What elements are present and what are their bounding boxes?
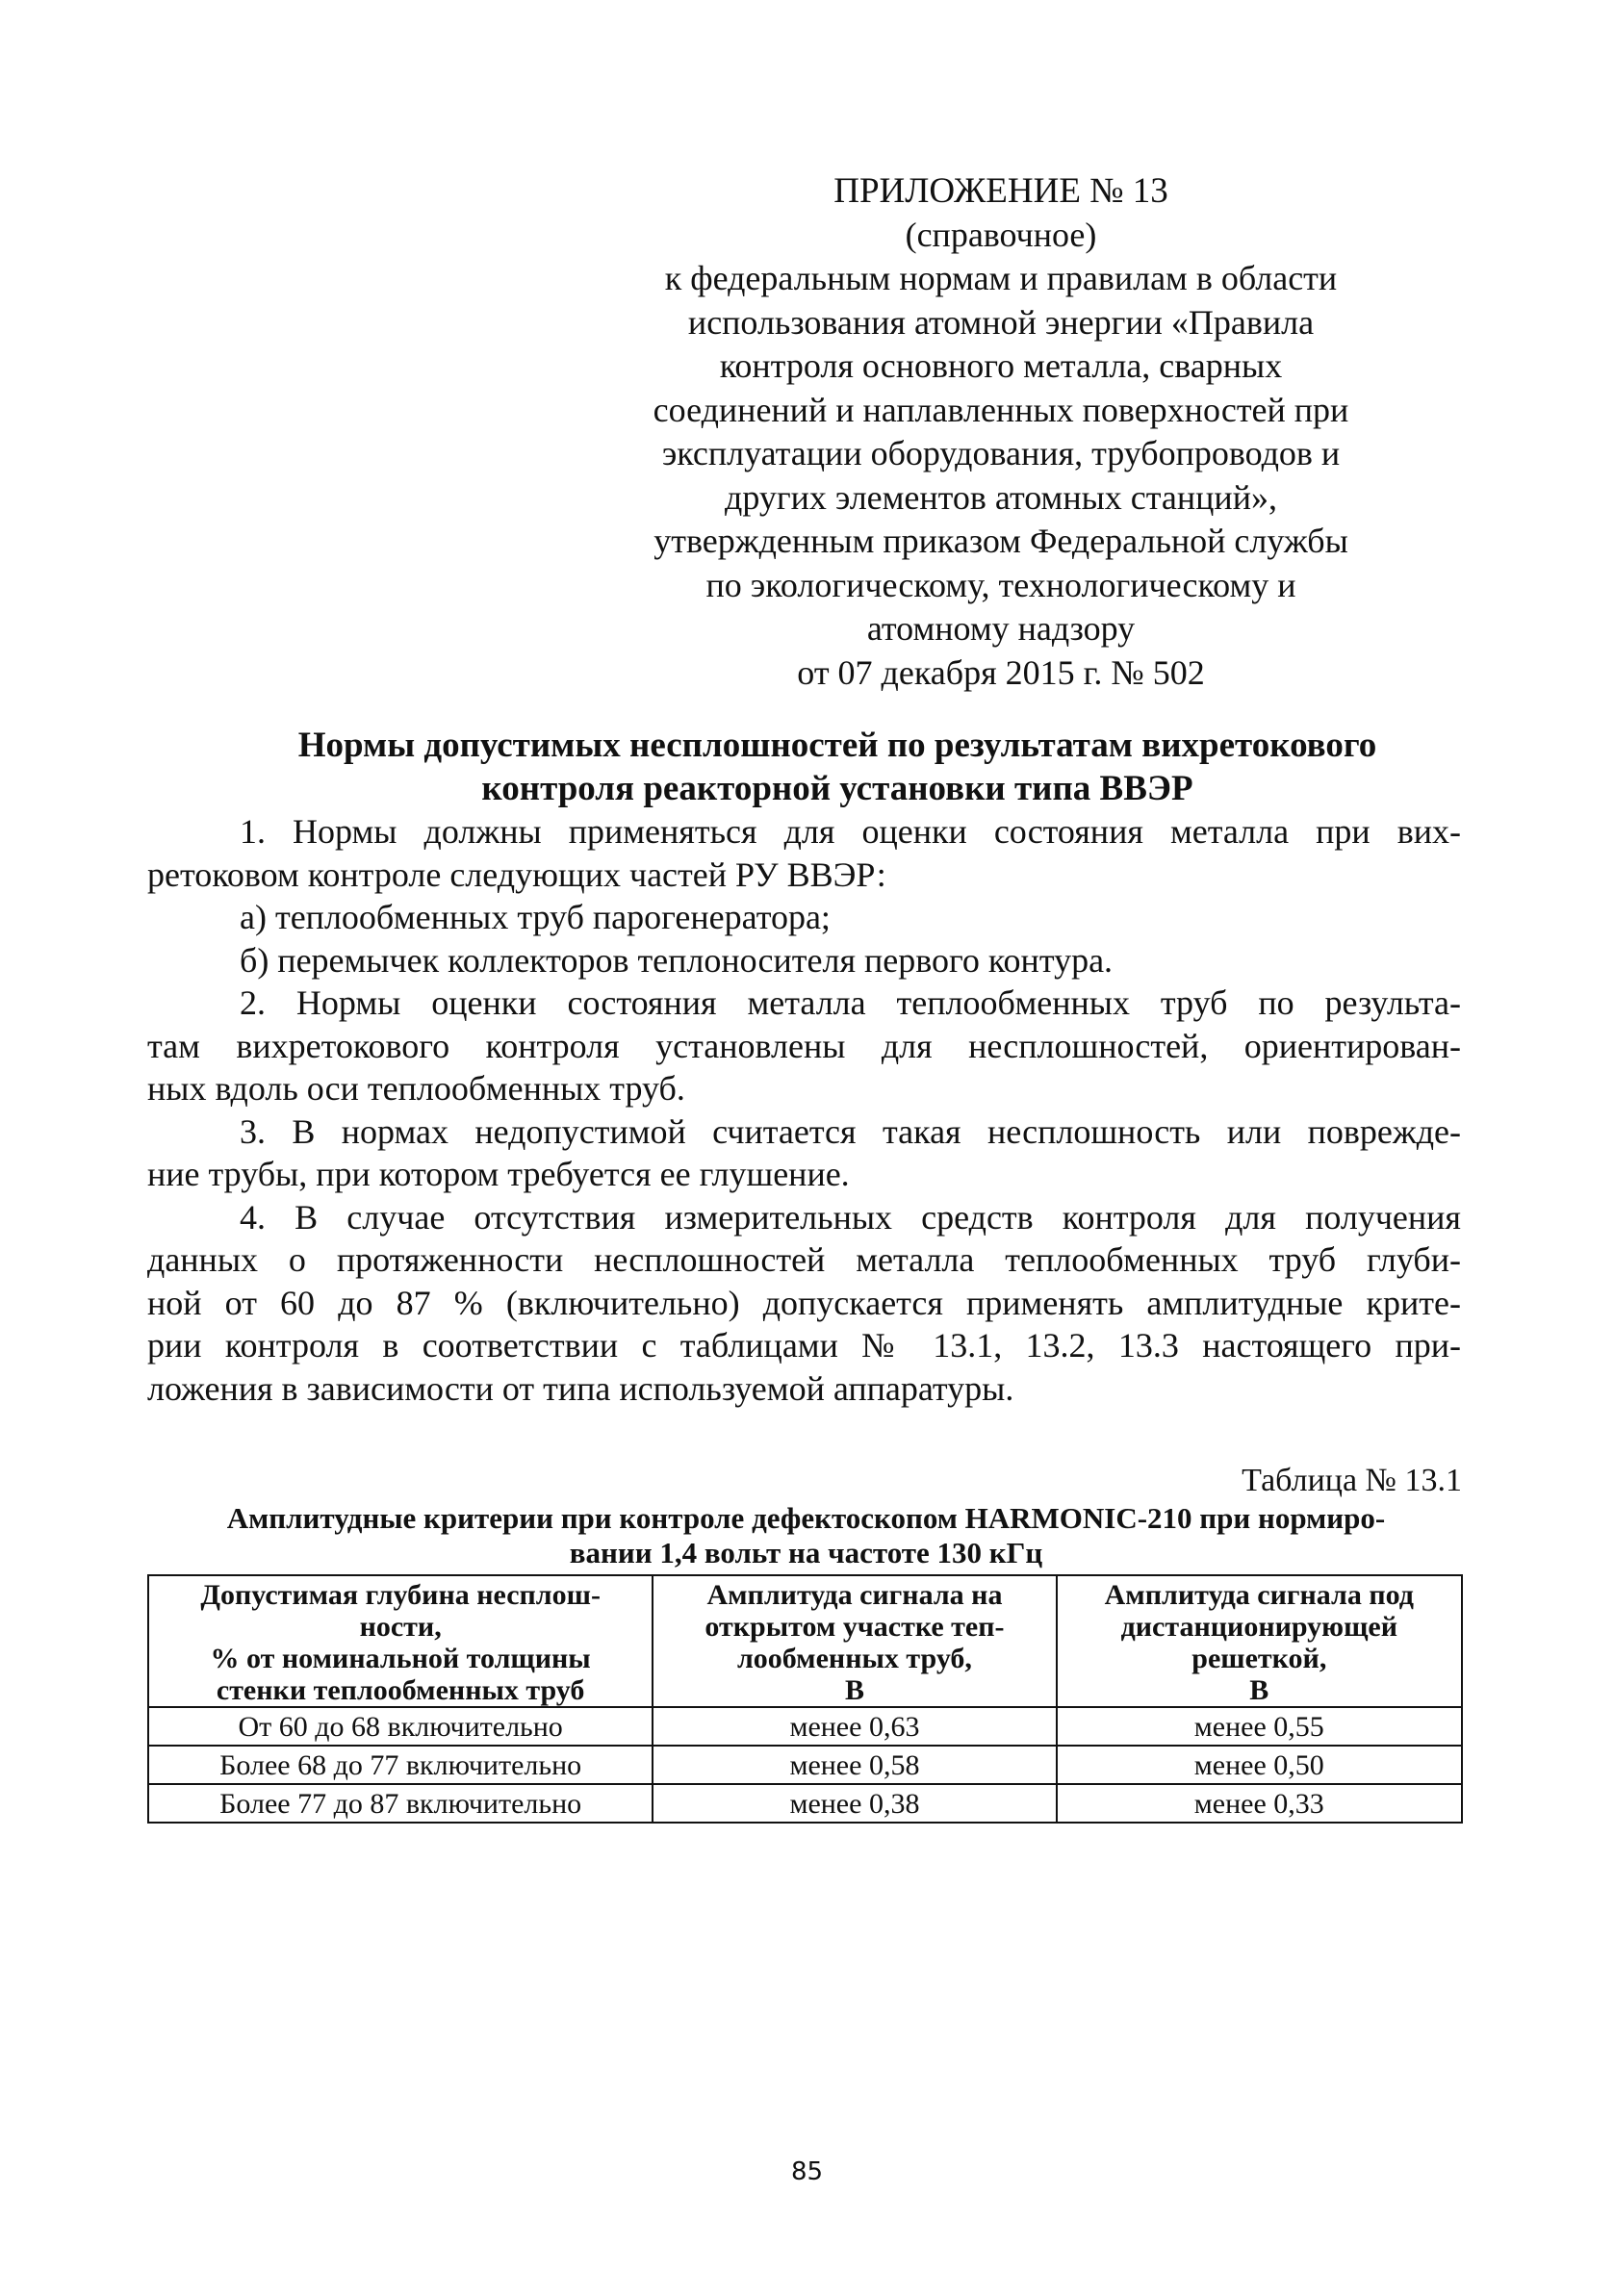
paragraph-1a <box>147 896 1461 939</box>
table-title-line: вании 1,4 вольт на частоте 130 кГц <box>569 1536 1043 1569</box>
appendix-line: (справочное) <box>905 215 1097 254</box>
cell-amplitude-grid: менее 0,50 <box>1057 1746 1462 1784</box>
cell-amplitude-grid: менее 0,33 <box>1057 1784 1462 1823</box>
table-caption: Таблица № 13.1 <box>1242 1463 1462 1498</box>
paragraph-3 <box>147 1110 1461 1196</box>
appendix-line: атомному надзору <box>866 609 1136 648</box>
cell-amplitude-open: менее 0,38 <box>653 1784 1056 1823</box>
text-line: 4. В случае отсутствия измерительных средств контроля для получения <box>240 1197 1461 1237</box>
header-line: дистанционирующей <box>1120 1611 1398 1643</box>
paragraph-1 <box>147 810 1461 896</box>
text-line: ных вдоль оси теплообменных труб. <box>147 1069 685 1108</box>
header-amplitude-open <box>653 1575 1056 1707</box>
appendix-line: других элементов атомных станций», <box>725 477 1277 517</box>
cell-depth: Более 77 до 87 включительно <box>148 1784 653 1823</box>
appendix-line: утвержденным приказом Федеральной службы <box>653 522 1348 560</box>
header-depth <box>148 1575 653 1707</box>
title-line: Нормы допустимых несплошностей по результатам вихретокового <box>297 726 1377 765</box>
cell-amplitude-open: менее 0,58 <box>653 1746 1056 1784</box>
table-row <box>148 1707 1462 1746</box>
paragraph-1b <box>147 939 1461 982</box>
body-text <box>147 810 1461 1410</box>
text-line: 3. В нормах недопустимой считается такая несплошность или поврежде- <box>240 1111 1461 1151</box>
text-line: б) перемычек коллекторов теплоносителя первого контура. <box>240 940 1114 980</box>
text-line: а) теплообменных труб парогенератора; <box>240 898 831 936</box>
title-line: контроля реакторной установки типа ВВЭР <box>481 769 1193 808</box>
appendix-line: от 07 декабря 2015 г. № 502 <box>797 652 1205 692</box>
text-line: там вихретокового контроля установлены для несплошностей, ориентирован- <box>147 1026 1461 1065</box>
header-line: В <box>1249 1674 1269 1706</box>
header-line: Амплитуда сигнала под <box>1104 1579 1414 1611</box>
header-line: Амплитуда сигнала на <box>706 1579 1003 1611</box>
table-header-row <box>148 1575 1462 1707</box>
text-line: данных о протяженности несплошностей металла теплообменных труб глуби- <box>147 1240 1461 1279</box>
appendix-line: по экологическому, технологическому и <box>705 565 1296 604</box>
text-line: ложения в зависимости от типа используемой аппаратуры. <box>147 1368 1014 1408</box>
appendix-line: соединений и наплавленных поверхностей при <box>653 390 1349 429</box>
appendix-line: контроля основного металла, сварных <box>719 346 1283 385</box>
text-line: ной от 60 до 87 % (включительно) допускается применять амплитудные крите- <box>147 1283 1461 1322</box>
header-line: лообменных труб, <box>736 1643 972 1674</box>
table-row <box>148 1784 1462 1823</box>
header-line: % от номинальной толщины <box>210 1643 591 1674</box>
appendix-number: ПРИЛОЖЕНИЕ № 13 <box>833 171 1168 211</box>
table-row <box>148 1746 1462 1784</box>
header-line: решеткой, <box>1191 1643 1327 1674</box>
page-number: 85 <box>790 2157 824 2186</box>
header-line: ности, <box>359 1611 442 1643</box>
paragraph-2 <box>147 982 1461 1110</box>
header-amplitude-grid <box>1057 1575 1462 1707</box>
appendix-header <box>635 169 1367 695</box>
text-line: 2. Нормы оценки состояния металла теплообменных труб по результа- <box>240 983 1461 1022</box>
header-line: открытом участке теп- <box>705 1611 1005 1643</box>
cell-depth: Более 68 до 77 включительно <box>148 1746 653 1784</box>
header-line: стенки теплообменных труб <box>216 1674 585 1706</box>
header-line: В <box>844 1674 864 1706</box>
appendix-line: эксплуатации оборудования, трубопроводов и <box>661 434 1341 472</box>
table-title <box>154 1501 1458 1570</box>
cell-amplitude-grid: менее 0,55 <box>1057 1707 1462 1746</box>
document-title <box>212 724 1463 810</box>
criteria-table <box>147 1574 1463 1824</box>
header-line: Допустимая глубина несплош- <box>200 1579 601 1611</box>
appendix-line: использования атомной энергии «Правила <box>687 302 1315 342</box>
table-title-line: Амплитудные критерии при контроле дефектоскопом HARMONIC-210 при нормиро- <box>226 1501 1386 1535</box>
text-line: ние трубы, при котором требуется ее глушение. <box>147 1155 850 1193</box>
text-line: рии контроля в соответствии с таблицами № 13.1, 13.2, 13.3 настоящего при- <box>147 1326 1461 1365</box>
text-line: 1. Нормы должны применяться для оценки состояния металла при вих- <box>240 812 1461 851</box>
appendix-line: к федеральным нормам и правилам в области <box>664 259 1338 297</box>
cell-amplitude-open: менее 0,63 <box>653 1707 1056 1746</box>
cell-depth: От 60 до 68 включительно <box>148 1707 653 1746</box>
paragraph-4 <box>147 1196 1461 1411</box>
text-line: ретоковом контроле следующих частей РУ ВВЭР: <box>147 855 886 894</box>
